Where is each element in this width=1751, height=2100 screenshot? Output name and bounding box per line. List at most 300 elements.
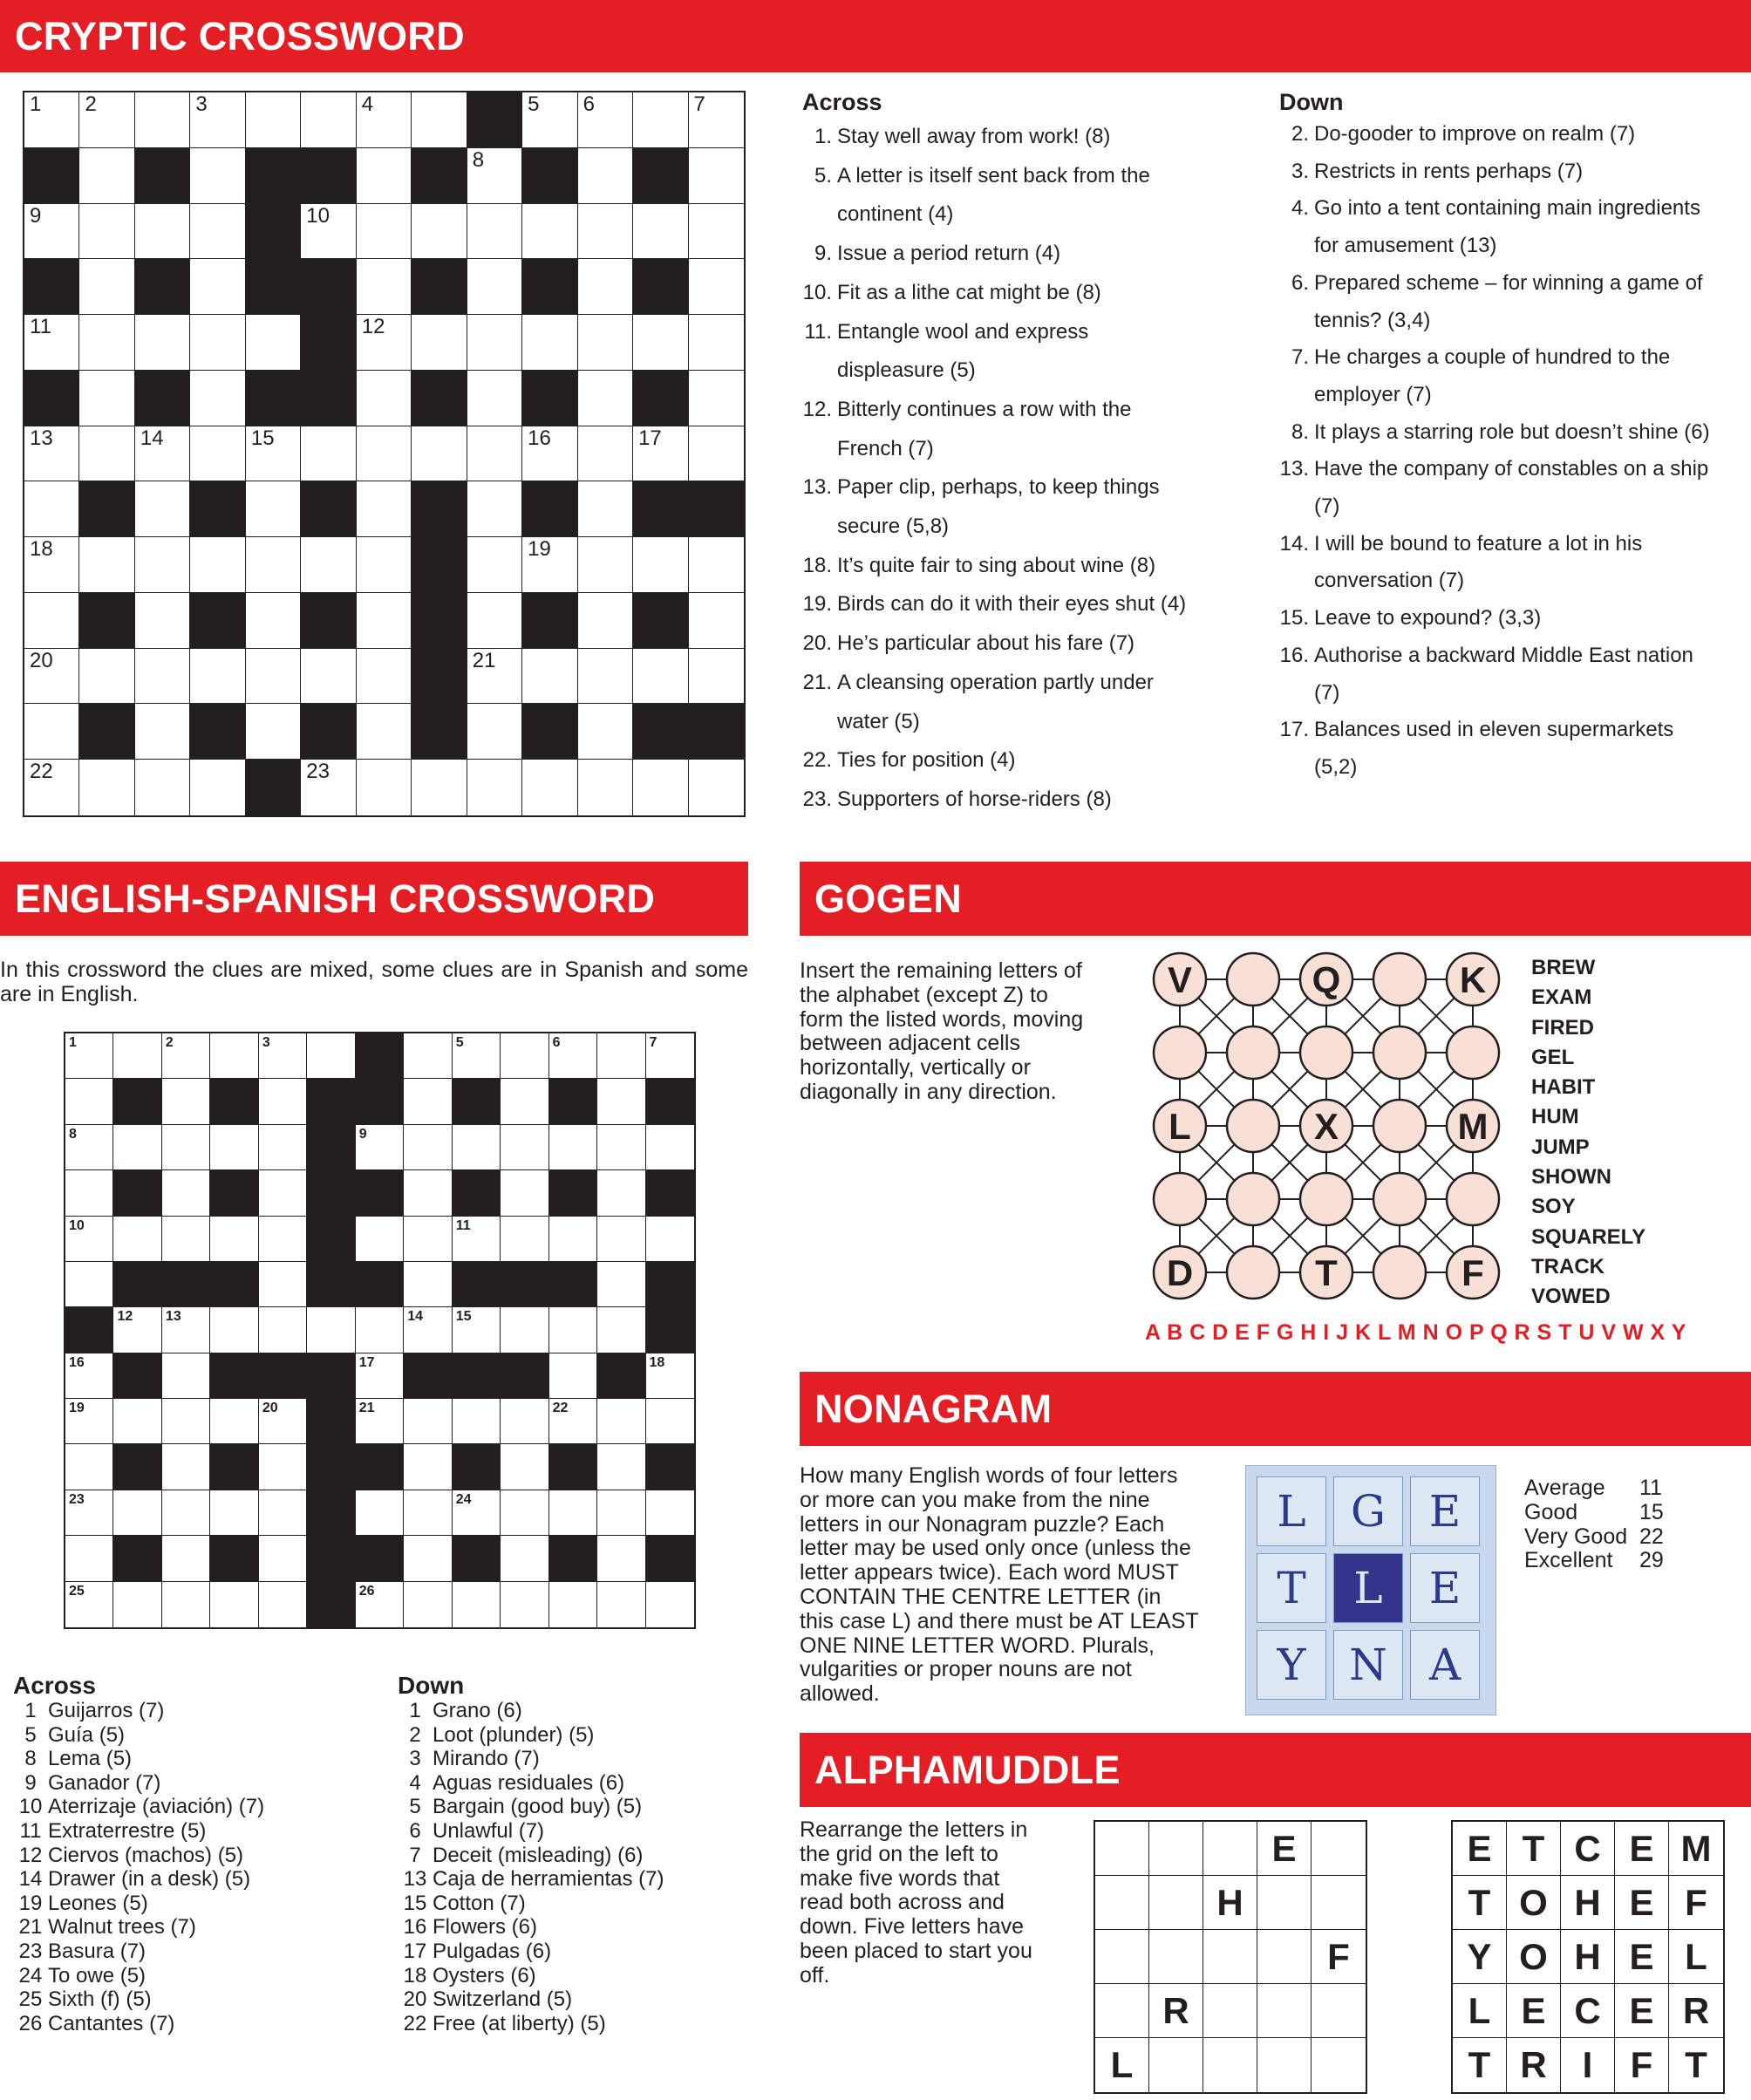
alphamuddle-cell[interactable] [1257,2038,1312,2092]
clue-number: 1 [24,1699,37,1722]
clue-number: 12 [361,315,385,339]
grid-cell[interactable] [549,1582,597,1627]
grid-cell[interactable] [412,315,467,371]
clue-number: 7. [1291,345,1309,370]
grid-cell[interactable] [357,481,412,537]
grid-cell[interactable] [65,1353,113,1399]
grid-cell[interactable] [79,148,134,204]
grid-cell[interactable] [259,1217,307,1262]
alphamuddle-cell[interactable] [1203,2038,1257,2092]
grid-cell[interactable] [501,1399,548,1444]
grid-cell[interactable] [597,1444,645,1490]
grid-cell[interactable] [597,1033,645,1079]
gogen-cell[interactable] [1154,953,1206,1006]
grid-cell[interactable] [467,426,522,482]
grid-cell[interactable] [357,148,412,204]
grid-cell[interactable] [162,1079,210,1124]
grid-cell[interactable] [597,1170,645,1216]
gogen-cell[interactable] [1373,1246,1426,1299]
grid-cell[interactable] [501,1444,548,1490]
grid-cell[interactable] [24,92,79,148]
grid-cell[interactable] [24,315,79,371]
grid-cell[interactable] [453,1033,501,1079]
grid-cell[interactable] [162,1217,210,1262]
grid-cell[interactable] [357,649,412,705]
grid-cell[interactable] [467,204,522,260]
alphamuddle-cell[interactable]: H [1203,1876,1257,1930]
gogen-cell[interactable] [1227,1026,1279,1079]
grid-cell[interactable] [689,426,744,482]
grid-cell[interactable] [79,426,134,482]
black-square [549,1444,597,1490]
grid-cell[interactable] [689,259,744,315]
grid-cell[interactable] [501,1307,548,1353]
grid-cell[interactable] [135,92,190,148]
grid-cell[interactable] [597,1399,645,1444]
grid-cell[interactable] [65,1033,113,1079]
grid-cell[interactable] [578,92,633,148]
grid-cell[interactable] [65,1217,113,1262]
grid-cell[interactable] [259,1262,307,1307]
grid-cell[interactable] [357,593,412,649]
grid-cell[interactable] [79,315,134,371]
grid-cell[interactable] [689,92,744,148]
grid-cell[interactable] [259,1399,307,1444]
grid-cell[interactable] [113,1125,161,1170]
grid-cell[interactable] [501,1033,548,1079]
grid-cell[interactable] [113,1307,161,1353]
grid-cell[interactable] [113,1399,161,1444]
gogen-cell[interactable] [1154,1173,1206,1225]
grid-cell[interactable] [79,204,134,260]
grid-cell[interactable] [522,760,577,815]
grid-cell[interactable] [501,1582,548,1627]
grid-cell[interactable] [501,1490,548,1536]
grid-cell[interactable] [467,148,522,204]
grid-cell[interactable] [162,1353,210,1399]
grid-cell[interactable] [467,593,522,649]
grid-cell[interactable] [357,92,412,148]
grid-cell[interactable] [412,426,467,482]
alphamuddle-cell[interactable] [1203,1930,1257,1984]
alphamuddle-cell[interactable] [1203,1822,1257,1876]
grid-cell[interactable] [404,1170,452,1216]
grid-cell[interactable] [357,315,412,371]
grid-cell[interactable] [162,1582,210,1627]
grid-cell[interactable] [162,1399,210,1444]
grid-cell[interactable] [646,1399,694,1444]
grid-cell[interactable] [357,426,412,482]
grid-cell[interactable] [633,204,688,260]
alphamuddle-cell[interactable] [1095,1876,1149,1930]
grid-cell[interactable] [356,1353,404,1399]
grid-cell[interactable] [578,204,633,260]
grid-cell[interactable] [522,426,577,482]
grid-cell[interactable] [135,760,190,815]
grid-cell[interactable] [259,1307,307,1353]
grid-cell[interactable] [404,1125,452,1170]
grid-cell[interactable] [162,1125,210,1170]
grid-cell[interactable] [597,1307,645,1353]
grid-cell[interactable] [578,760,633,815]
grid-cell[interactable] [646,1217,694,1262]
grid-cell[interactable] [246,481,301,537]
grid-cell[interactable] [633,92,688,148]
grid-cell[interactable] [307,1033,355,1079]
grid-cell[interactable] [522,204,577,260]
grid-cell[interactable] [689,537,744,593]
grid-cell[interactable] [113,1217,161,1262]
grid-cell[interactable] [522,92,577,148]
grid-cell[interactable] [210,1582,258,1627]
grid-cell[interactable] [578,315,633,371]
grid-cell[interactable] [162,1444,210,1490]
grid-cell[interactable] [24,426,79,482]
grid-cell[interactable] [259,1536,307,1581]
grid-cell[interactable] [412,760,467,815]
grid-cell[interactable] [549,1353,597,1399]
grid-cell[interactable] [578,649,633,705]
grid-cell[interactable] [190,649,245,705]
grid-cell[interactable] [356,1490,404,1536]
grid-cell[interactable] [79,92,134,148]
grid-cell[interactable] [162,1490,210,1536]
grid-cell[interactable] [646,1490,694,1536]
grid-cell[interactable] [190,760,245,815]
grid-cell[interactable] [356,1399,404,1444]
grid-cell[interactable] [65,1170,113,1216]
grid-cell[interactable] [689,760,744,815]
clue-number: 22 [403,2011,427,2035]
grid-cell[interactable] [162,1536,210,1581]
grid-cell[interactable] [522,315,577,371]
grid-cell[interactable] [467,371,522,426]
grid-cell[interactable] [549,1033,597,1079]
alphamuddle-cell[interactable] [1095,1984,1149,2038]
alphamuddle-cell[interactable]: R [1149,1984,1203,2038]
grid-cell[interactable] [467,760,522,815]
grid-cell[interactable] [357,204,412,260]
grid-cell[interactable] [79,649,134,705]
grid-cell[interactable] [210,1217,258,1262]
grid-cell[interactable] [689,371,744,426]
grid-cell[interactable] [113,1582,161,1627]
grid-cell[interactable] [190,259,245,315]
clue-number: 13 [403,1867,427,1892]
grid-cell[interactable] [259,1490,307,1536]
grid-cell[interactable] [453,1217,501,1262]
grid-cell[interactable] [113,1033,161,1079]
grid-cell[interactable] [301,204,356,260]
grid-cell[interactable] [578,371,633,426]
grid-cell[interactable] [135,537,190,593]
alphamuddle-cell[interactable] [1149,1930,1203,1984]
grid-cell[interactable] [501,1125,548,1170]
grid-cell[interactable] [135,204,190,260]
grid-cell[interactable] [453,1125,501,1170]
grid-cell[interactable] [404,1399,452,1444]
alphamuddle-cell[interactable] [1257,1930,1312,1984]
grid-cell[interactable] [633,315,688,371]
gogen-cell[interactable] [1373,1173,1426,1225]
grid-cell[interactable] [501,1170,548,1216]
clue-number: 4. [1291,196,1309,221]
grid-cell[interactable] [357,537,412,593]
grid-cell[interactable] [412,92,467,148]
grid-cell[interactable] [246,315,301,371]
grid-cell[interactable] [404,1079,452,1124]
grid-cell[interactable] [549,1399,597,1444]
gogen-cell[interactable] [1373,1026,1426,1079]
grid-cell[interactable] [65,1399,113,1444]
grid-cell[interactable] [24,537,79,593]
gogen-cell[interactable] [1227,1173,1279,1225]
grid-cell[interactable] [79,537,134,593]
grid-cell[interactable] [259,1444,307,1490]
gogen-cell[interactable] [1447,953,1499,1006]
grid-cell[interactable] [24,593,79,649]
grid-cell[interactable] [301,760,356,815]
grid-cell[interactable] [549,1490,597,1536]
gogen-cell[interactable] [1227,1100,1279,1152]
grid-cell[interactable] [689,315,744,371]
grid-cell[interactable] [190,371,245,426]
alphamuddle-cell[interactable]: E [1257,1822,1312,1876]
grid-cell[interactable] [357,371,412,426]
alphamuddle-cell[interactable]: F [1312,1930,1366,1984]
grid-cell[interactable] [404,1536,452,1581]
grid-cell[interactable] [246,92,301,148]
grid-cell[interactable] [24,481,79,537]
down-clue [398,1747,764,1771]
grid-cell[interactable] [210,1307,258,1353]
grid-cell[interactable] [404,1444,452,1490]
grid-cell[interactable] [65,1262,113,1307]
grid-cell[interactable] [79,259,134,315]
across-clue [13,1964,379,1988]
grid-cell[interactable] [24,204,79,260]
grid-cell[interactable] [210,1399,258,1444]
grid-cell[interactable] [597,1125,645,1170]
grid-cell[interactable] [597,1582,645,1627]
grid-cell[interactable] [190,92,245,148]
grid-cell[interactable] [467,315,522,371]
grid-cell[interactable] [79,371,134,426]
gogen-cell[interactable] [1373,1100,1426,1152]
grid-cell[interactable] [190,148,245,204]
grid-cell[interactable] [689,593,744,649]
gogen-cell[interactable] [1227,1246,1279,1299]
gogen-cell[interactable] [1300,953,1352,1006]
grid-cell[interactable] [578,481,633,537]
grid-cell[interactable] [65,1490,113,1536]
grid-cell[interactable] [259,1079,307,1124]
grid-cell[interactable] [259,1170,307,1216]
grid-cell[interactable] [404,1307,452,1353]
grid-cell[interactable] [549,1217,597,1262]
grid-cell[interactable] [689,148,744,204]
alphamuddle-cell[interactable] [1312,1822,1366,1876]
alphamuddle-cell[interactable] [1095,1930,1149,1984]
grid-cell[interactable] [578,593,633,649]
grid-cell[interactable] [301,649,356,705]
grid-cell[interactable] [246,426,301,482]
alphamuddle-cell[interactable] [1312,1984,1366,2038]
grid-cell[interactable] [633,537,688,593]
grid-cell[interactable] [24,649,79,705]
grid-cell[interactable] [578,259,633,315]
grid-cell[interactable] [246,649,301,705]
alphamuddle-cell[interactable] [1149,1822,1203,1876]
gogen-cell[interactable] [1300,1173,1352,1225]
alphamuddle-cell[interactable] [1203,1984,1257,2038]
grid-cell[interactable] [578,537,633,593]
grid-cell[interactable] [259,1582,307,1627]
grid-cell[interactable] [404,1582,452,1627]
grid-cell[interactable] [501,1536,548,1581]
gogen-cell[interactable] [1447,1246,1499,1299]
grid-cell[interactable] [259,1125,307,1170]
grid-cell[interactable] [501,1079,548,1124]
clue-number: 8. [1291,419,1309,444]
grid-cell[interactable] [210,1490,258,1536]
grid-cell[interactable] [357,259,412,315]
grid-cell[interactable] [301,537,356,593]
alphamuddle-cell[interactable] [1257,1984,1312,2038]
grid-cell[interactable] [356,1217,404,1262]
grid-cell[interactable] [65,1582,113,1627]
grid-cell[interactable] [404,1217,452,1262]
grid-cell[interactable] [357,704,412,760]
grid-cell[interactable] [190,537,245,593]
grid-cell[interactable] [65,1444,113,1490]
grid-cell[interactable] [135,649,190,705]
grid-cell[interactable] [597,1536,645,1581]
grid-cell[interactable] [501,1217,548,1262]
grid-cell[interactable] [633,760,688,815]
grid-cell[interactable] [522,649,577,705]
grid-cell[interactable] [689,649,744,705]
grid-cell[interactable] [633,649,688,705]
grid-cell[interactable] [162,1170,210,1216]
grid-cell[interactable] [135,315,190,371]
grid-cell[interactable] [65,1125,113,1170]
grid-cell[interactable] [190,426,245,482]
black-square [501,1262,548,1307]
grid-cell[interactable] [646,1033,694,1079]
grid-cell[interactable] [246,593,301,649]
grid-cell[interactable] [356,1307,404,1353]
grid-cell[interactable] [633,426,688,482]
grid-cell[interactable] [578,148,633,204]
alphamuddle-cell[interactable] [1095,1822,1149,1876]
grid-cell[interactable] [467,537,522,593]
gogen-cell[interactable] [1447,1173,1499,1225]
grid-cell[interactable] [301,426,356,482]
gogen-cell[interactable] [1154,1100,1206,1152]
grid-cell[interactable] [65,1536,113,1581]
gogen-cell[interactable] [1300,1026,1352,1079]
gogen-cell[interactable] [1154,1026,1206,1079]
grid-cell[interactable] [453,1399,501,1444]
grid-cell[interactable] [190,315,245,371]
grid-cell[interactable] [467,481,522,537]
grid-cell[interactable] [467,649,522,705]
grid-cell[interactable] [356,1125,404,1170]
grid-cell[interactable] [190,204,245,260]
grid-cell[interactable] [453,1582,501,1627]
grid-cell[interactable] [210,1033,258,1079]
gogen-cell[interactable] [1154,1246,1206,1299]
grid-cell[interactable] [307,1307,355,1353]
grid-cell[interactable] [356,1582,404,1627]
alphamuddle-cell[interactable]: L [1095,2038,1149,2092]
grid-cell[interactable] [412,204,467,260]
grid-cell[interactable] [646,1582,694,1627]
alphamuddle-cell[interactable] [1312,2038,1366,2092]
grid-cell[interactable] [24,760,79,815]
grid-cell[interactable] [597,1217,645,1262]
grid-cell[interactable] [79,760,134,815]
grid-cell[interactable] [210,1125,258,1170]
alphamuddle-cell[interactable] [1257,1876,1312,1930]
grid-cell[interactable] [646,1353,694,1399]
gogen-cell[interactable] [1447,1026,1499,1079]
grid-cell[interactable] [162,1307,210,1353]
grid-cell[interactable] [113,1490,161,1536]
grid-cell[interactable] [522,537,577,593]
grid-cell[interactable] [578,426,633,482]
grid-cell[interactable] [135,426,190,482]
grid-cell[interactable] [597,1262,645,1307]
gogen-cell[interactable] [1447,1100,1499,1152]
grid-cell[interactable] [65,1079,113,1124]
grid-cell[interactable] [135,704,190,760]
grid-cell[interactable] [453,1307,501,1353]
gogen-cell[interactable] [1227,953,1279,1006]
grid-cell[interactable] [578,704,633,760]
grid-cell[interactable] [453,1490,501,1536]
gogen-cell[interactable] [1300,1246,1352,1299]
grid-cell[interactable] [467,259,522,315]
grid-cell[interactable] [467,704,522,760]
alphamuddle-cell[interactable] [1312,1876,1366,1930]
grid-cell[interactable] [135,481,190,537]
grid-cell[interactable] [357,760,412,815]
grid-cell[interactable] [549,1125,597,1170]
grid-cell[interactable] [646,1125,694,1170]
grid-cell[interactable] [246,704,301,760]
grid-cell[interactable] [24,704,79,760]
grid-cell[interactable] [246,537,301,593]
gogen-cell[interactable] [1373,953,1426,1006]
clue-number: 25 [18,1988,43,2012]
grid-cell[interactable] [162,1033,210,1079]
alphamuddle-cell[interactable] [1149,2038,1203,2092]
grid-cell[interactable] [301,92,356,148]
grid-cell[interactable] [549,1307,597,1353]
grid-cell[interactable] [689,204,744,260]
grid-cell[interactable] [404,1490,452,1536]
gogen-cell[interactable] [1300,1100,1352,1152]
grid-cell[interactable] [404,1033,452,1079]
grid-cell[interactable] [404,1262,452,1307]
grid-cell[interactable] [597,1079,645,1124]
grid-cell[interactable] [597,1490,645,1536]
grid-cell[interactable] [135,593,190,649]
alphamuddle-cell[interactable] [1149,1876,1203,1930]
grid-cell[interactable] [259,1033,307,1079]
